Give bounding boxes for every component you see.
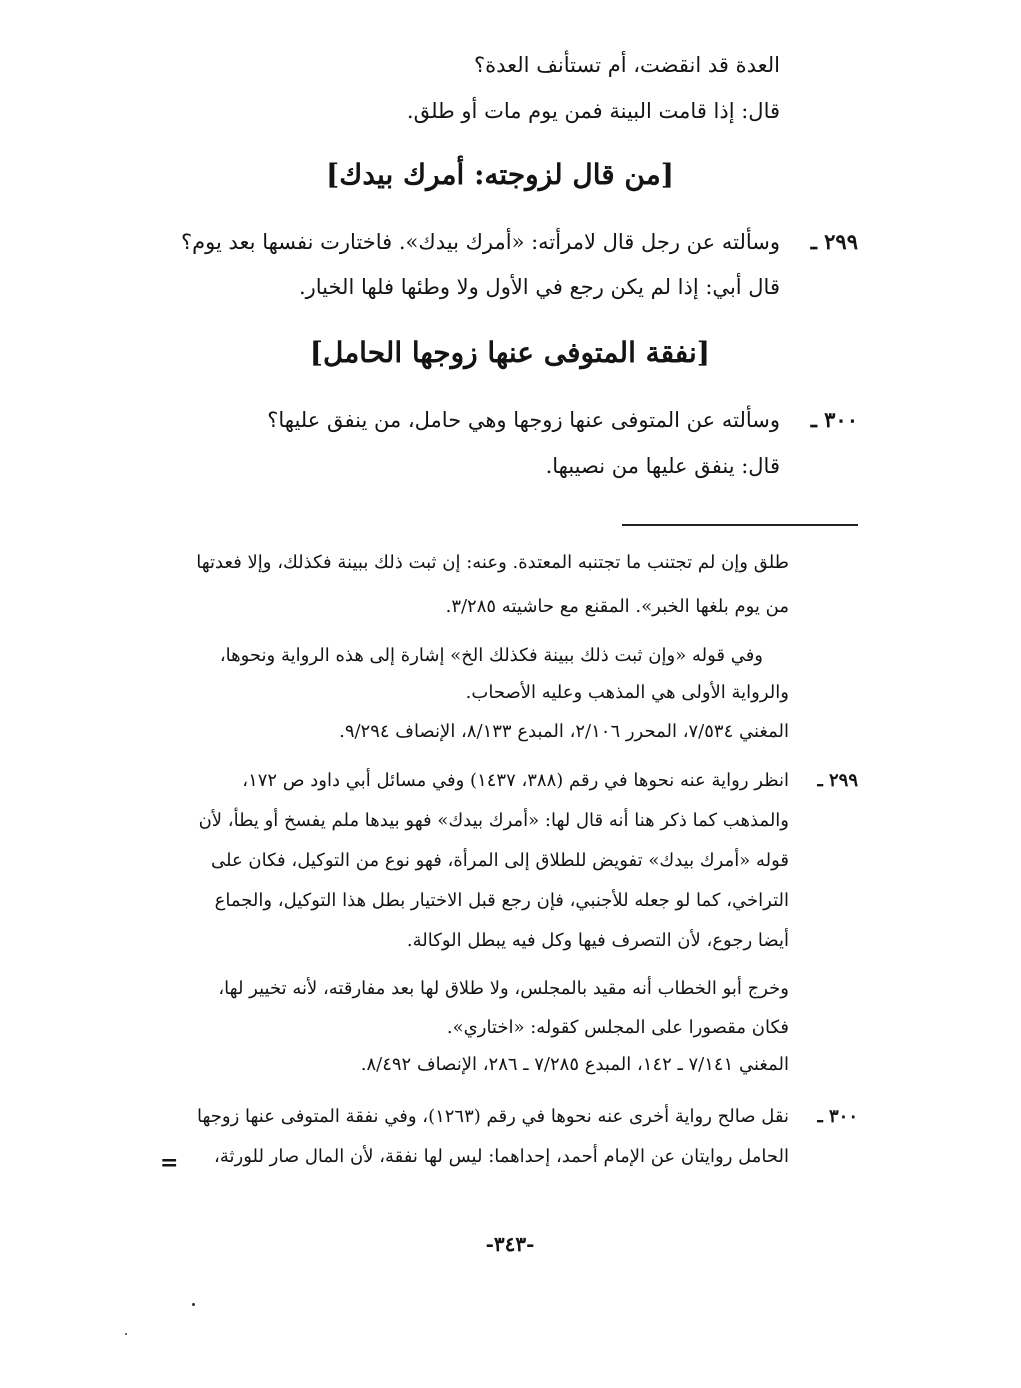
main-text-line: العدة قد انقضت، أم تستأنف العدة؟	[473, 53, 780, 77]
footnote-separator	[622, 524, 858, 526]
footnote-line: المغني ٧/١٤١ ـ ١٤٢، المبدع ٧/٢٨٥ ـ ٢٨٦، الإنصاف ٨/٤٩٢.	[360, 1054, 789, 1075]
footnote-line: والمذهب كما ذكر هنا أنه قال لها: «أمرك بيدك» فهو بيدها ملم يفسخ أو يطأ، لأن	[198, 810, 789, 831]
footnote-line: طلق وإن لم تجتنب ما تجتنبه المعتدة. وعنه: إن ثبت ذلك ببينة فكذلك، وإلا فعدتها	[196, 552, 789, 573]
answer-text: قال أبي: إذا لم يكن رجع في الأول ولا وطئها فلها الخيار.	[298, 275, 780, 299]
scan-speck	[125, 1333, 127, 1335]
footnote-line: فكان مقصورا على المجلس كقوله: «اختاري».	[446, 1017, 789, 1038]
footnote-line: التراخي، كما لو جعله للأجنبي، فإن رجع قبل الاختيار بطل هذا التوكيل، والجماع	[214, 890, 789, 911]
scan-speck	[192, 1303, 195, 1306]
footnote-number: ٣٠٠ ـ	[817, 1106, 858, 1127]
footnote-line: والرواية الأولى هي المذهب وعليه الأصحاب.	[465, 682, 789, 703]
footnote-number: ٢٩٩ ـ	[817, 770, 858, 791]
section-heading: [نفقة المتوفى عنها زوجها الحامل]	[309, 336, 710, 369]
footnote-line: وفي قوله «وإن ثبت ذلك ببينة فكذلك الخ» إشارة إلى هذه الرواية ونحوها،	[219, 645, 763, 666]
question-number: ٢٩٩ ـ	[810, 229, 858, 254]
answer-text: قال: ينفق عليها من نصيبها.	[545, 454, 780, 478]
footnote-line: الحامل روايتان عن الإمام أحمد، إحداهما: ليس لها نفقة، لأن المال صار للورثة،	[214, 1146, 789, 1167]
section-heading: [من قال لزوجته: أمرك بيدك]	[326, 158, 674, 191]
footnote-line: نقل صالح رواية أخرى عنه نحوها في رقم (١٢٦٣)، وفي نفقة المتوفى عنها زوجها	[197, 1106, 789, 1127]
question-text: وسألته عن المتوفى عنها زوجها وهي حامل، من ينفق عليها؟	[267, 408, 780, 432]
question-text: وسألته عن رجل قال لامرأته: «أمرك بيدك». فاختارت نفسها بعد يوم؟	[181, 230, 780, 254]
footnote-line: قوله «أمرك بيدك» تفويض للطلاق إلى المرأة، فهو نوع من التوكيل، فكان على	[210, 850, 789, 871]
footnote-line: انظر رواية عنه نحوها في رقم (٣٨٨، ١٤٣٧) وفي مسائل أبي داود ص ١٧٢،	[242, 770, 789, 791]
page-number: -٣٤٣-	[485, 1232, 535, 1256]
footnote-line: من يوم بلغها الخبر». المقنع مع حاشيته ٣/٢٨٥.	[445, 596, 789, 617]
footnote-line: أيضا رجوع، لأن التصرف فيها وكل فيه يبطل الوكالة.	[406, 930, 789, 951]
question-number: ٣٠٠ ـ	[810, 407, 858, 432]
footnote-line: وخرج أبو الخطاب أنه مقيد بالمجلس، ولا طلاق لها بعد مفارقته، لأنه تخيير لها،	[218, 978, 789, 999]
main-text-line: قال: إذا قامت البينة فمن يوم مات أو طلق.	[406, 99, 780, 123]
continuation-mark: =	[160, 1150, 179, 1176]
footnote-line: المغني ٧/٥٣٤، المحرر ٢/١٠٦، المبدع ٨/١٣٣، الإنصاف ٩/٢٩٤.	[339, 721, 789, 742]
